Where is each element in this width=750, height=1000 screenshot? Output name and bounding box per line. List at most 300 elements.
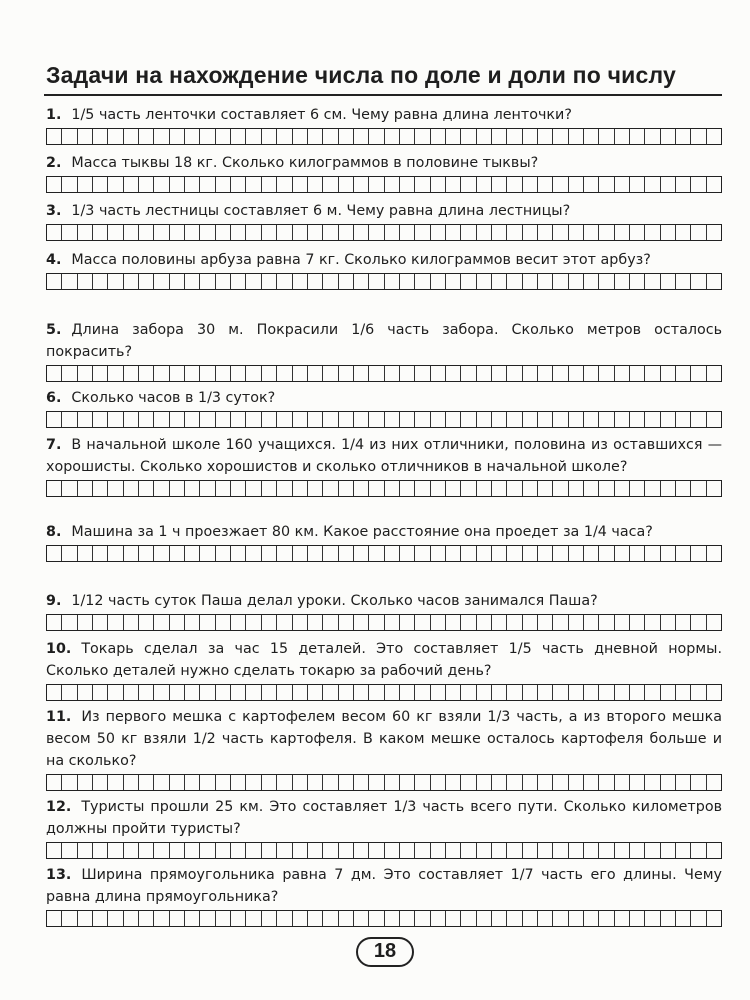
- answer-cell[interactable]: [477, 177, 492, 192]
- answer-cell[interactable]: [339, 481, 354, 496]
- answer-cell[interactable]: [461, 911, 476, 926]
- answer-cell[interactable]: [691, 366, 706, 381]
- answer-cell[interactable]: [446, 615, 461, 630]
- answer-cell[interactable]: [124, 546, 139, 561]
- answer-cell[interactable]: [200, 177, 215, 192]
- answer-grid[interactable]: [46, 842, 722, 859]
- answer-cell[interactable]: [139, 177, 154, 192]
- answer-cell[interactable]: [339, 366, 354, 381]
- answer-cell[interactable]: [200, 911, 215, 926]
- answer-cell[interactable]: [676, 129, 691, 144]
- answer-cell[interactable]: [523, 366, 538, 381]
- answer-cell[interactable]: [446, 225, 461, 240]
- answer-cell[interactable]: [47, 274, 62, 289]
- answer-cell[interactable]: [431, 274, 446, 289]
- answer-cell[interactable]: [415, 685, 430, 700]
- answer-cell[interactable]: [446, 481, 461, 496]
- answer-cell[interactable]: [277, 685, 292, 700]
- answer-cell[interactable]: [354, 129, 369, 144]
- answer-cell[interactable]: [185, 177, 200, 192]
- answer-cell[interactable]: [477, 129, 492, 144]
- answer-cell[interactable]: [323, 843, 338, 858]
- answer-cell[interactable]: [277, 225, 292, 240]
- answer-cell[interactable]: [569, 685, 584, 700]
- answer-cell[interactable]: [630, 129, 645, 144]
- answer-cell[interactable]: [691, 274, 706, 289]
- answer-cell[interactable]: [277, 481, 292, 496]
- answer-cell[interactable]: [661, 366, 676, 381]
- answer-cell[interactable]: [538, 225, 553, 240]
- answer-cell[interactable]: [661, 274, 676, 289]
- answer-cell[interactable]: [293, 129, 308, 144]
- answer-cell[interactable]: [170, 546, 185, 561]
- answer-cell[interactable]: [523, 546, 538, 561]
- answer-cell[interactable]: [139, 412, 154, 427]
- answer-cell[interactable]: [584, 685, 599, 700]
- answer-cell[interactable]: [262, 843, 277, 858]
- answer-cell[interactable]: [216, 546, 231, 561]
- answer-cell[interactable]: [354, 366, 369, 381]
- answer-cell[interactable]: [553, 177, 568, 192]
- answer-cell[interactable]: [124, 412, 139, 427]
- answer-cell[interactable]: [645, 225, 660, 240]
- answer-cell[interactable]: [431, 615, 446, 630]
- answer-cell[interactable]: [507, 481, 522, 496]
- answer-cell[interactable]: [431, 546, 446, 561]
- answer-cell[interactable]: [200, 366, 215, 381]
- answer-cell[interactable]: [707, 366, 721, 381]
- answer-cell[interactable]: [323, 274, 338, 289]
- answer-cell[interactable]: [139, 481, 154, 496]
- answer-cell[interactable]: [108, 129, 123, 144]
- answer-cell[interactable]: [369, 412, 384, 427]
- answer-grid[interactable]: [46, 411, 722, 428]
- answer-cell[interactable]: [62, 225, 77, 240]
- answer-cell[interactable]: [323, 615, 338, 630]
- answer-cell[interactable]: [569, 129, 584, 144]
- answer-cell[interactable]: [293, 615, 308, 630]
- answer-cell[interactable]: [200, 685, 215, 700]
- answer-cell[interactable]: [231, 615, 246, 630]
- answer-cell[interactable]: [308, 366, 323, 381]
- answer-cell[interactable]: [124, 843, 139, 858]
- answer-cell[interactable]: [523, 225, 538, 240]
- answer-cell[interactable]: [231, 843, 246, 858]
- answer-cell[interactable]: [584, 546, 599, 561]
- answer-cell[interactable]: [308, 546, 323, 561]
- answer-cell[interactable]: [293, 685, 308, 700]
- answer-cell[interactable]: [707, 843, 721, 858]
- answer-cell[interactable]: [262, 481, 277, 496]
- answer-cell[interactable]: [645, 177, 660, 192]
- answer-cell[interactable]: [477, 546, 492, 561]
- answer-cell[interactable]: [139, 274, 154, 289]
- answer-cell[interactable]: [400, 775, 415, 790]
- answer-cell[interactable]: [599, 274, 614, 289]
- answer-cell[interactable]: [185, 615, 200, 630]
- answer-cell[interactable]: [691, 911, 706, 926]
- answer-cell[interactable]: [216, 843, 231, 858]
- answer-cell[interactable]: [661, 225, 676, 240]
- answer-cell[interactable]: [308, 615, 323, 630]
- answer-cell[interactable]: [538, 775, 553, 790]
- answer-cell[interactable]: [691, 177, 706, 192]
- answer-cell[interactable]: [308, 412, 323, 427]
- answer-cell[interactable]: [523, 685, 538, 700]
- answer-cell[interactable]: [538, 685, 553, 700]
- answer-cell[interactable]: [477, 685, 492, 700]
- answer-cell[interactable]: [277, 911, 292, 926]
- answer-cell[interactable]: [461, 775, 476, 790]
- answer-cell[interactable]: [231, 274, 246, 289]
- answer-cell[interactable]: [431, 225, 446, 240]
- answer-cell[interactable]: [431, 685, 446, 700]
- answer-cell[interactable]: [262, 177, 277, 192]
- answer-cell[interactable]: [216, 177, 231, 192]
- answer-cell[interactable]: [124, 911, 139, 926]
- answer-cell[interactable]: [507, 685, 522, 700]
- answer-cell[interactable]: [108, 615, 123, 630]
- answer-cell[interactable]: [323, 129, 338, 144]
- answer-cell[interactable]: [154, 274, 169, 289]
- answer-cell[interactable]: [615, 775, 630, 790]
- answer-cell[interactable]: [93, 366, 108, 381]
- answer-cell[interactable]: [185, 274, 200, 289]
- answer-cell[interactable]: [277, 546, 292, 561]
- answer-cell[interactable]: [661, 843, 676, 858]
- answer-cell[interactable]: [354, 225, 369, 240]
- answer-cell[interactable]: [492, 412, 507, 427]
- answer-cell[interactable]: [507, 177, 522, 192]
- answer-cell[interactable]: [676, 412, 691, 427]
- answer-cell[interactable]: [553, 366, 568, 381]
- answer-cell[interactable]: [507, 366, 522, 381]
- answer-cell[interactable]: [170, 843, 185, 858]
- answer-cell[interactable]: [645, 274, 660, 289]
- answer-cell[interactable]: [599, 685, 614, 700]
- answer-cell[interactable]: [446, 177, 461, 192]
- answer-cell[interactable]: [492, 274, 507, 289]
- answer-cell[interactable]: [385, 615, 400, 630]
- answer-cell[interactable]: [553, 481, 568, 496]
- answer-cell[interactable]: [277, 615, 292, 630]
- answer-cell[interactable]: [645, 911, 660, 926]
- answer-cell[interactable]: [569, 225, 584, 240]
- answer-cell[interactable]: [553, 225, 568, 240]
- answer-cell[interactable]: [139, 685, 154, 700]
- answer-cell[interactable]: [400, 225, 415, 240]
- answer-cell[interactable]: [185, 481, 200, 496]
- answer-cell[interactable]: [339, 685, 354, 700]
- answer-cell[interactable]: [47, 225, 62, 240]
- answer-cell[interactable]: [93, 225, 108, 240]
- answer-cell[interactable]: [477, 274, 492, 289]
- answer-cell[interactable]: [492, 843, 507, 858]
- answer-cell[interactable]: [62, 843, 77, 858]
- answer-cell[interactable]: [78, 274, 93, 289]
- answer-cell[interactable]: [385, 129, 400, 144]
- answer-cell[interactable]: [246, 911, 261, 926]
- answer-cell[interactable]: [78, 129, 93, 144]
- answer-cell[interactable]: [124, 481, 139, 496]
- answer-cell[interactable]: [645, 412, 660, 427]
- answer-cell[interactable]: [339, 546, 354, 561]
- answer-cell[interactable]: [262, 685, 277, 700]
- answer-cell[interactable]: [154, 911, 169, 926]
- answer-cell[interactable]: [154, 546, 169, 561]
- answer-cell[interactable]: [108, 412, 123, 427]
- answer-cell[interactable]: [707, 274, 721, 289]
- answer-cell[interactable]: [154, 843, 169, 858]
- answer-cell[interactable]: [553, 685, 568, 700]
- answer-cell[interactable]: [553, 615, 568, 630]
- answer-cell[interactable]: [569, 177, 584, 192]
- answer-cell[interactable]: [691, 481, 706, 496]
- answer-cell[interactable]: [400, 911, 415, 926]
- answer-cell[interactable]: [615, 615, 630, 630]
- answer-cell[interactable]: [630, 177, 645, 192]
- answer-cell[interactable]: [139, 129, 154, 144]
- answer-cell[interactable]: [615, 546, 630, 561]
- answer-cell[interactable]: [431, 129, 446, 144]
- answer-cell[interactable]: [645, 129, 660, 144]
- answer-cell[interactable]: [599, 843, 614, 858]
- answer-cell[interactable]: [676, 685, 691, 700]
- answer-cell[interactable]: [584, 843, 599, 858]
- answer-cell[interactable]: [691, 546, 706, 561]
- answer-cell[interactable]: [492, 911, 507, 926]
- answer-cell[interactable]: [323, 546, 338, 561]
- answer-cell[interactable]: [584, 775, 599, 790]
- answer-cell[interactable]: [507, 843, 522, 858]
- answer-cell[interactable]: [584, 481, 599, 496]
- answer-cell[interactable]: [246, 412, 261, 427]
- answer-cell[interactable]: [676, 843, 691, 858]
- answer-cell[interactable]: [676, 615, 691, 630]
- answer-cell[interactable]: [676, 225, 691, 240]
- answer-cell[interactable]: [62, 129, 77, 144]
- answer-cell[interactable]: [431, 177, 446, 192]
- answer-cell[interactable]: [400, 366, 415, 381]
- answer-cell[interactable]: [707, 225, 721, 240]
- answer-cell[interactable]: [400, 843, 415, 858]
- answer-cell[interactable]: [78, 843, 93, 858]
- answer-cell[interactable]: [630, 911, 645, 926]
- answer-cell[interactable]: [661, 129, 676, 144]
- answer-cell[interactable]: [538, 843, 553, 858]
- answer-cell[interactable]: [477, 481, 492, 496]
- answer-cell[interactable]: [354, 685, 369, 700]
- answer-cell[interactable]: [78, 177, 93, 192]
- answer-cell[interactable]: [676, 274, 691, 289]
- answer-cell[interactable]: [523, 843, 538, 858]
- answer-cell[interactable]: [93, 775, 108, 790]
- answer-cell[interactable]: [599, 366, 614, 381]
- answer-cell[interactable]: [139, 775, 154, 790]
- answer-cell[interactable]: [170, 911, 185, 926]
- answer-cell[interactable]: [293, 546, 308, 561]
- answer-cell[interactable]: [246, 685, 261, 700]
- answer-cell[interactable]: [154, 129, 169, 144]
- answer-cell[interactable]: [507, 911, 522, 926]
- answer-cell[interactable]: [154, 225, 169, 240]
- answer-cell[interactable]: [185, 366, 200, 381]
- answer-cell[interactable]: [400, 412, 415, 427]
- answer-cell[interactable]: [200, 274, 215, 289]
- answer-cell[interactable]: [569, 412, 584, 427]
- answer-cell[interactable]: [538, 177, 553, 192]
- answer-cell[interactable]: [78, 546, 93, 561]
- answer-cell[interactable]: [216, 685, 231, 700]
- answer-cell[interactable]: [630, 775, 645, 790]
- answer-cell[interactable]: [93, 546, 108, 561]
- answer-cell[interactable]: [661, 481, 676, 496]
- answer-cell[interactable]: [477, 412, 492, 427]
- answer-cell[interactable]: [538, 274, 553, 289]
- answer-cell[interactable]: [185, 911, 200, 926]
- answer-cell[interactable]: [431, 412, 446, 427]
- answer-cell[interactable]: [139, 911, 154, 926]
- answer-cell[interactable]: [200, 615, 215, 630]
- answer-cell[interactable]: [599, 412, 614, 427]
- answer-cell[interactable]: [523, 177, 538, 192]
- answer-cell[interactable]: [354, 274, 369, 289]
- answer-cell[interactable]: [385, 481, 400, 496]
- answer-cell[interactable]: [661, 775, 676, 790]
- answer-cell[interactable]: [645, 615, 660, 630]
- answer-cell[interactable]: [446, 685, 461, 700]
- answer-cell[interactable]: [231, 412, 246, 427]
- answer-grid[interactable]: [46, 176, 722, 193]
- answer-cell[interactable]: [216, 775, 231, 790]
- answer-cell[interactable]: [461, 366, 476, 381]
- answer-cell[interactable]: [707, 481, 721, 496]
- answer-cell[interactable]: [62, 615, 77, 630]
- answer-cell[interactable]: [262, 546, 277, 561]
- answer-cell[interactable]: [108, 225, 123, 240]
- answer-cell[interactable]: [599, 129, 614, 144]
- answer-cell[interactable]: [354, 615, 369, 630]
- answer-cell[interactable]: [492, 366, 507, 381]
- answer-cell[interactable]: [139, 843, 154, 858]
- answer-cell[interactable]: [507, 615, 522, 630]
- answer-cell[interactable]: [78, 685, 93, 700]
- answer-cell[interactable]: [461, 615, 476, 630]
- answer-cell[interactable]: [400, 274, 415, 289]
- answer-cell[interactable]: [507, 274, 522, 289]
- answer-cell[interactable]: [477, 225, 492, 240]
- answer-cell[interactable]: [415, 615, 430, 630]
- answer-cell[interactable]: [323, 911, 338, 926]
- answer-cell[interactable]: [523, 412, 538, 427]
- answer-cell[interactable]: [277, 129, 292, 144]
- answer-cell[interactable]: [584, 274, 599, 289]
- answer-cell[interactable]: [369, 911, 384, 926]
- answer-cell[interactable]: [385, 685, 400, 700]
- answer-cell[interactable]: [170, 412, 185, 427]
- answer-cell[interactable]: [170, 615, 185, 630]
- answer-cell[interactable]: [645, 775, 660, 790]
- answer-cell[interactable]: [446, 366, 461, 381]
- answer-cell[interactable]: [277, 274, 292, 289]
- answer-cell[interactable]: [47, 775, 62, 790]
- answer-cell[interactable]: [246, 177, 261, 192]
- answer-cell[interactable]: [431, 911, 446, 926]
- answer-cell[interactable]: [569, 615, 584, 630]
- answer-cell[interactable]: [200, 129, 215, 144]
- answer-cell[interactable]: [461, 225, 476, 240]
- answer-cell[interactable]: [139, 225, 154, 240]
- answer-cell[interactable]: [262, 775, 277, 790]
- answer-cell[interactable]: [507, 129, 522, 144]
- answer-cell[interactable]: [47, 685, 62, 700]
- answer-cell[interactable]: [645, 366, 660, 381]
- answer-cell[interactable]: [339, 615, 354, 630]
- answer-cell[interactable]: [108, 843, 123, 858]
- answer-cell[interactable]: [246, 775, 261, 790]
- answer-cell[interactable]: [246, 481, 261, 496]
- answer-grid[interactable]: [46, 273, 722, 290]
- answer-cell[interactable]: [569, 775, 584, 790]
- answer-cell[interactable]: [431, 843, 446, 858]
- answer-cell[interactable]: [108, 685, 123, 700]
- answer-cell[interactable]: [630, 843, 645, 858]
- answer-cell[interactable]: [676, 775, 691, 790]
- answer-cell[interactable]: [676, 481, 691, 496]
- answer-cell[interactable]: [62, 481, 77, 496]
- answer-cell[interactable]: [385, 274, 400, 289]
- answer-cell[interactable]: [246, 843, 261, 858]
- answer-cell[interactable]: [415, 366, 430, 381]
- answer-cell[interactable]: [185, 685, 200, 700]
- answer-cell[interactable]: [369, 843, 384, 858]
- answer-cell[interactable]: [200, 775, 215, 790]
- answer-cell[interactable]: [200, 546, 215, 561]
- answer-cell[interactable]: [139, 615, 154, 630]
- answer-cell[interactable]: [461, 274, 476, 289]
- answer-cell[interactable]: [62, 685, 77, 700]
- answer-cell[interactable]: [47, 481, 62, 496]
- answer-cell[interactable]: [246, 274, 261, 289]
- answer-cell[interactable]: [415, 274, 430, 289]
- answer-cell[interactable]: [630, 225, 645, 240]
- answer-cell[interactable]: [216, 911, 231, 926]
- answer-cell[interactable]: [385, 843, 400, 858]
- answer-cell[interactable]: [78, 412, 93, 427]
- answer-cell[interactable]: [124, 685, 139, 700]
- answer-cell[interactable]: [446, 129, 461, 144]
- answer-cell[interactable]: [277, 366, 292, 381]
- answer-cell[interactable]: [385, 225, 400, 240]
- answer-cell[interactable]: [108, 911, 123, 926]
- answer-cell[interactable]: [170, 274, 185, 289]
- answer-cell[interactable]: [47, 412, 62, 427]
- answer-cell[interactable]: [78, 911, 93, 926]
- answer-cell[interactable]: [691, 412, 706, 427]
- answer-cell[interactable]: [523, 481, 538, 496]
- answer-cell[interactable]: [78, 366, 93, 381]
- answer-cell[interactable]: [400, 481, 415, 496]
- answer-cell[interactable]: [461, 481, 476, 496]
- answer-cell[interactable]: [47, 615, 62, 630]
- answer-cell[interactable]: [553, 911, 568, 926]
- answer-cell[interactable]: [323, 775, 338, 790]
- answer-cell[interactable]: [93, 481, 108, 496]
- answer-cell[interactable]: [599, 615, 614, 630]
- answer-cell[interactable]: [277, 412, 292, 427]
- answer-cell[interactable]: [369, 274, 384, 289]
- answer-cell[interactable]: [599, 481, 614, 496]
